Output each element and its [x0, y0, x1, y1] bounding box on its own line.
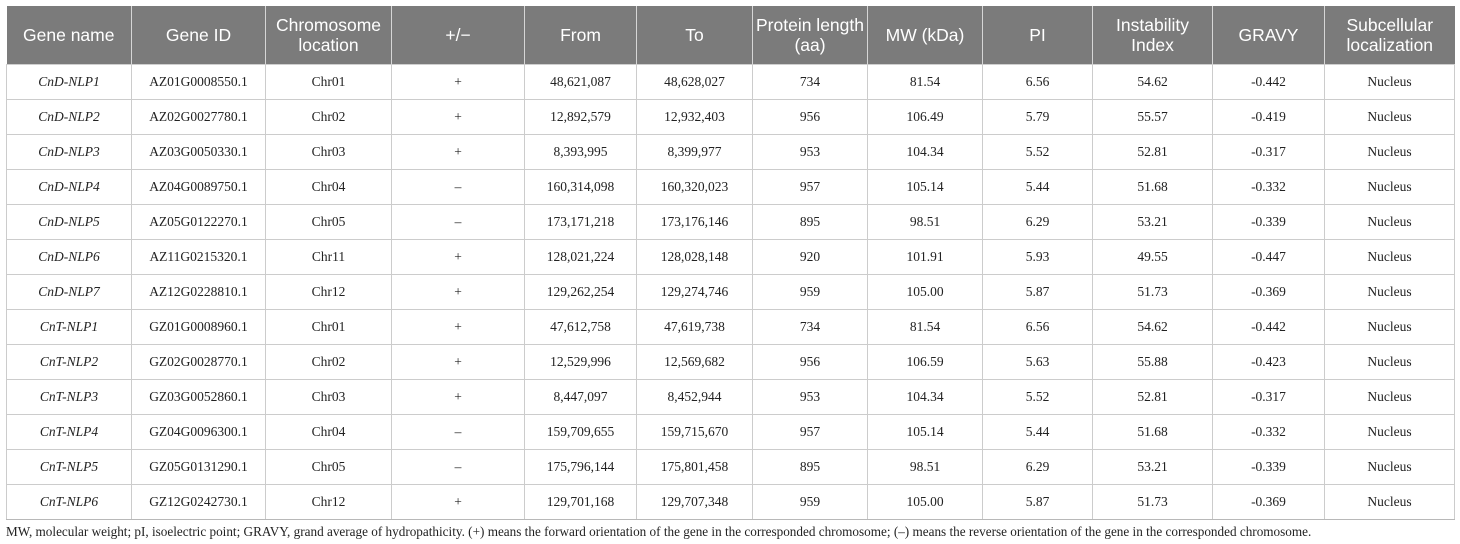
cell-gene-name: CnD-NLP7: [7, 275, 132, 310]
cell-mw: 105.00: [868, 275, 983, 310]
table-row: [7, 415, 1455, 450]
table-row: [7, 205, 1455, 240]
cell-localization: Nucleus: [1325, 450, 1455, 485]
cell-strand: +: [392, 275, 525, 310]
cell-gravy: -0.317: [1213, 380, 1325, 415]
cell-from: 173,171,218: [525, 205, 637, 240]
cell-mw: 105.00: [868, 485, 983, 520]
cell-pi: 6.56: [983, 310, 1093, 345]
cell-protein-length: 959: [753, 275, 868, 310]
cell-pi: 5.44: [983, 170, 1093, 205]
cell-to: 160,320,023: [637, 170, 753, 205]
cell-gravy: -0.442: [1213, 65, 1325, 100]
cell-protein-length: 734: [753, 310, 868, 345]
cell-chromosome: Chr12: [266, 485, 392, 520]
header-to: To: [637, 6, 753, 65]
cell-localization: Nucleus: [1325, 415, 1455, 450]
cell-from: 129,701,168: [525, 485, 637, 520]
cell-gene-id: AZ12G0228810.1: [132, 275, 266, 310]
table-row: [7, 100, 1455, 135]
cell-chromosome: Chr03: [266, 135, 392, 170]
header-from: From: [525, 6, 637, 65]
cell-localization: Nucleus: [1325, 205, 1455, 240]
cell-from: 159,709,655: [525, 415, 637, 450]
cell-gravy: -0.339: [1213, 205, 1325, 240]
cell-pi: 5.93: [983, 240, 1093, 275]
cell-strand: +: [392, 380, 525, 415]
cell-gene-id: GZ05G0131290.1: [132, 450, 266, 485]
cell-mw: 98.51: [868, 205, 983, 240]
cell-instability-index: 51.73: [1093, 485, 1213, 520]
cell-instability-index: 53.21: [1093, 450, 1213, 485]
cell-to: 8,399,977: [637, 135, 753, 170]
cell-instability-index: 55.57: [1093, 100, 1213, 135]
cell-gravy: -0.419: [1213, 100, 1325, 135]
cell-chromosome: Chr02: [266, 100, 392, 135]
cell-gene-name: CnT-NLP2: [7, 345, 132, 380]
cell-gene-name: CnD-NLP4: [7, 170, 132, 205]
cell-to: 12,569,682: [637, 345, 753, 380]
cell-gene-id: AZ02G0027780.1: [132, 100, 266, 135]
cell-protein-length: 953: [753, 380, 868, 415]
cell-pi: 5.63: [983, 345, 1093, 380]
cell-chromosome: Chr04: [266, 415, 392, 450]
cell-localization: Nucleus: [1325, 345, 1455, 380]
cell-chromosome: Chr12: [266, 275, 392, 310]
table-row: [7, 380, 1455, 415]
cell-strand: +: [392, 485, 525, 520]
cell-instability-index: 49.55: [1093, 240, 1213, 275]
header-strand: +/−: [392, 6, 525, 65]
cell-pi: 6.29: [983, 205, 1093, 240]
cell-mw: 104.34: [868, 380, 983, 415]
cell-to: 173,176,146: [637, 205, 753, 240]
table-row: [7, 485, 1455, 520]
cell-strand: +: [392, 240, 525, 275]
cell-mw: 105.14: [868, 170, 983, 205]
cell-mw: 81.54: [868, 310, 983, 345]
cell-gravy: -0.423: [1213, 345, 1325, 380]
cell-protein-length: 953: [753, 135, 868, 170]
cell-from: 47,612,758: [525, 310, 637, 345]
cell-gene-name: CnT-NLP6: [7, 485, 132, 520]
cell-mw: 81.54: [868, 65, 983, 100]
cell-localization: Nucleus: [1325, 485, 1455, 520]
cell-gene-name: CnD-NLP6: [7, 240, 132, 275]
cell-gene-name: CnD-NLP1: [7, 65, 132, 100]
table-row: [7, 240, 1455, 275]
header-gene-id: Gene ID: [132, 6, 266, 65]
cell-protein-length: 734: [753, 65, 868, 100]
cell-protein-length: 959: [753, 485, 868, 520]
cell-protein-length: 895: [753, 205, 868, 240]
cell-to: 48,628,027: [637, 65, 753, 100]
cell-protein-length: 956: [753, 100, 868, 135]
cell-protein-length: 956: [753, 345, 868, 380]
cell-gene-name: CnD-NLP3: [7, 135, 132, 170]
cell-gene-id: AZ11G0215320.1: [132, 240, 266, 275]
cell-from: 48,621,087: [525, 65, 637, 100]
cell-to: 159,715,670: [637, 415, 753, 450]
cell-from: 8,447,097: [525, 380, 637, 415]
cell-from: 12,892,579: [525, 100, 637, 135]
cell-gene-id: AZ04G0089750.1: [132, 170, 266, 205]
header-mw: MW (kDa): [868, 6, 983, 65]
cell-strand: –: [392, 205, 525, 240]
cell-gene-id: AZ05G0122270.1: [132, 205, 266, 240]
table-row: [7, 170, 1455, 205]
cell-localization: Nucleus: [1325, 380, 1455, 415]
cell-gravy: -0.447: [1213, 240, 1325, 275]
cell-instability-index: 52.81: [1093, 135, 1213, 170]
cell-gene-name: CnT-NLP4: [7, 415, 132, 450]
cell-localization: Nucleus: [1325, 275, 1455, 310]
cell-from: 175,796,144: [525, 450, 637, 485]
cell-gene-id: GZ01G0008960.1: [132, 310, 266, 345]
table-footnote: MW, molecular weight; pI, isoelectric point; GRAVY, grand average of hydropathicity. (+) means the forward orientation of the gene in the corresponded chromosome; (–) means the reverse orientation of the gene in the corresponded chromosome.: [6, 524, 1312, 539]
cell-from: 129,262,254: [525, 275, 637, 310]
cell-protein-length: 957: [753, 415, 868, 450]
header-pi: PI: [983, 6, 1093, 65]
cell-pi: 5.52: [983, 380, 1093, 415]
cell-to: 175,801,458: [637, 450, 753, 485]
cell-chromosome: Chr11: [266, 240, 392, 275]
cell-pi: 6.29: [983, 450, 1093, 485]
cell-pi: 6.56: [983, 65, 1093, 100]
header-instability-index: Instability Index: [1093, 6, 1213, 65]
cell-gene-id: GZ03G0052860.1: [132, 380, 266, 415]
cell-chromosome: Chr01: [266, 310, 392, 345]
cell-from: 160,314,098: [525, 170, 637, 205]
cell-mw: 101.91: [868, 240, 983, 275]
cell-pi: 5.87: [983, 275, 1093, 310]
cell-strand: +: [392, 65, 525, 100]
header-gene-name: Gene name: [7, 6, 132, 65]
cell-from: 12,529,996: [525, 345, 637, 380]
cell-gene-name: CnD-NLP5: [7, 205, 132, 240]
table-row: [7, 275, 1455, 310]
cell-gene-id: GZ02G0028770.1: [132, 345, 266, 380]
cell-chromosome: Chr05: [266, 205, 392, 240]
cell-gravy: -0.369: [1213, 275, 1325, 310]
cell-to: 129,274,746: [637, 275, 753, 310]
cell-strand: +: [392, 310, 525, 345]
table-row: [7, 135, 1455, 170]
cell-gravy: -0.339: [1213, 450, 1325, 485]
cell-pi: 5.87: [983, 485, 1093, 520]
cell-instability-index: 54.62: [1093, 65, 1213, 100]
cell-instability-index: 51.68: [1093, 170, 1213, 205]
cell-pi: 5.52: [983, 135, 1093, 170]
cell-localization: Nucleus: [1325, 135, 1455, 170]
cell-localization: Nucleus: [1325, 170, 1455, 205]
nlp-gene-properties-table: [6, 6, 1455, 520]
cell-to: 128,028,148: [637, 240, 753, 275]
cell-instability-index: 51.73: [1093, 275, 1213, 310]
table-header-row: [7, 6, 1455, 65]
cell-pi: 5.79: [983, 100, 1093, 135]
cell-gene-name: CnT-NLP5: [7, 450, 132, 485]
header-gravy: GRAVY: [1213, 6, 1325, 65]
header-subcellular-localization: Subcellular localization: [1325, 6, 1455, 65]
cell-gene-id: GZ04G0096300.1: [132, 415, 266, 450]
cell-mw: 106.59: [868, 345, 983, 380]
cell-instability-index: 54.62: [1093, 310, 1213, 345]
cell-from: 128,021,224: [525, 240, 637, 275]
cell-gene-id: GZ12G0242730.1: [132, 485, 266, 520]
cell-protein-length: 920: [753, 240, 868, 275]
cell-instability-index: 52.81: [1093, 380, 1213, 415]
cell-gene-name: CnT-NLP3: [7, 380, 132, 415]
header-chromosome-location: Chromosome location: [266, 6, 392, 65]
cell-pi: 5.44: [983, 415, 1093, 450]
cell-localization: Nucleus: [1325, 65, 1455, 100]
cell-instability-index: 55.88: [1093, 345, 1213, 380]
cell-protein-length: 957: [753, 170, 868, 205]
cell-chromosome: Chr04: [266, 170, 392, 205]
cell-gene-name: CnD-NLP2: [7, 100, 132, 135]
cell-strand: –: [392, 415, 525, 450]
cell-chromosome: Chr02: [266, 345, 392, 380]
cell-to: 47,619,738: [637, 310, 753, 345]
table-row: [7, 65, 1455, 100]
cell-strand: +: [392, 135, 525, 170]
cell-localization: Nucleus: [1325, 240, 1455, 275]
cell-localization: Nucleus: [1325, 100, 1455, 135]
cell-gravy: -0.332: [1213, 415, 1325, 450]
cell-gene-id: AZ03G0050330.1: [132, 135, 266, 170]
cell-mw: 98.51: [868, 450, 983, 485]
table-body: [7, 65, 1455, 520]
cell-instability-index: 51.68: [1093, 415, 1213, 450]
cell-chromosome: Chr03: [266, 380, 392, 415]
cell-mw: 105.14: [868, 415, 983, 450]
cell-chromosome: Chr01: [266, 65, 392, 100]
cell-gravy: -0.369: [1213, 485, 1325, 520]
cell-gravy: -0.332: [1213, 170, 1325, 205]
cell-mw: 106.49: [868, 100, 983, 135]
cell-mw: 104.34: [868, 135, 983, 170]
cell-chromosome: Chr05: [266, 450, 392, 485]
cell-instability-index: 53.21: [1093, 205, 1213, 240]
cell-to: 129,707,348: [637, 485, 753, 520]
cell-protein-length: 895: [753, 450, 868, 485]
cell-gravy: -0.317: [1213, 135, 1325, 170]
gene-table-container: [6, 6, 1454, 520]
cell-strand: +: [392, 100, 525, 135]
cell-localization: Nucleus: [1325, 310, 1455, 345]
cell-gene-id: AZ01G0008550.1: [132, 65, 266, 100]
cell-gravy: -0.442: [1213, 310, 1325, 345]
cell-to: 8,452,944: [637, 380, 753, 415]
cell-to: 12,932,403: [637, 100, 753, 135]
table-row: [7, 345, 1455, 380]
cell-strand: +: [392, 345, 525, 380]
cell-strand: –: [392, 450, 525, 485]
cell-strand: –: [392, 170, 525, 205]
cell-gene-name: CnT-NLP1: [7, 310, 132, 345]
table-row: [7, 310, 1455, 345]
table-row: [7, 450, 1455, 485]
cell-from: 8,393,995: [525, 135, 637, 170]
header-protein-length: Protein length (aa): [753, 6, 868, 65]
